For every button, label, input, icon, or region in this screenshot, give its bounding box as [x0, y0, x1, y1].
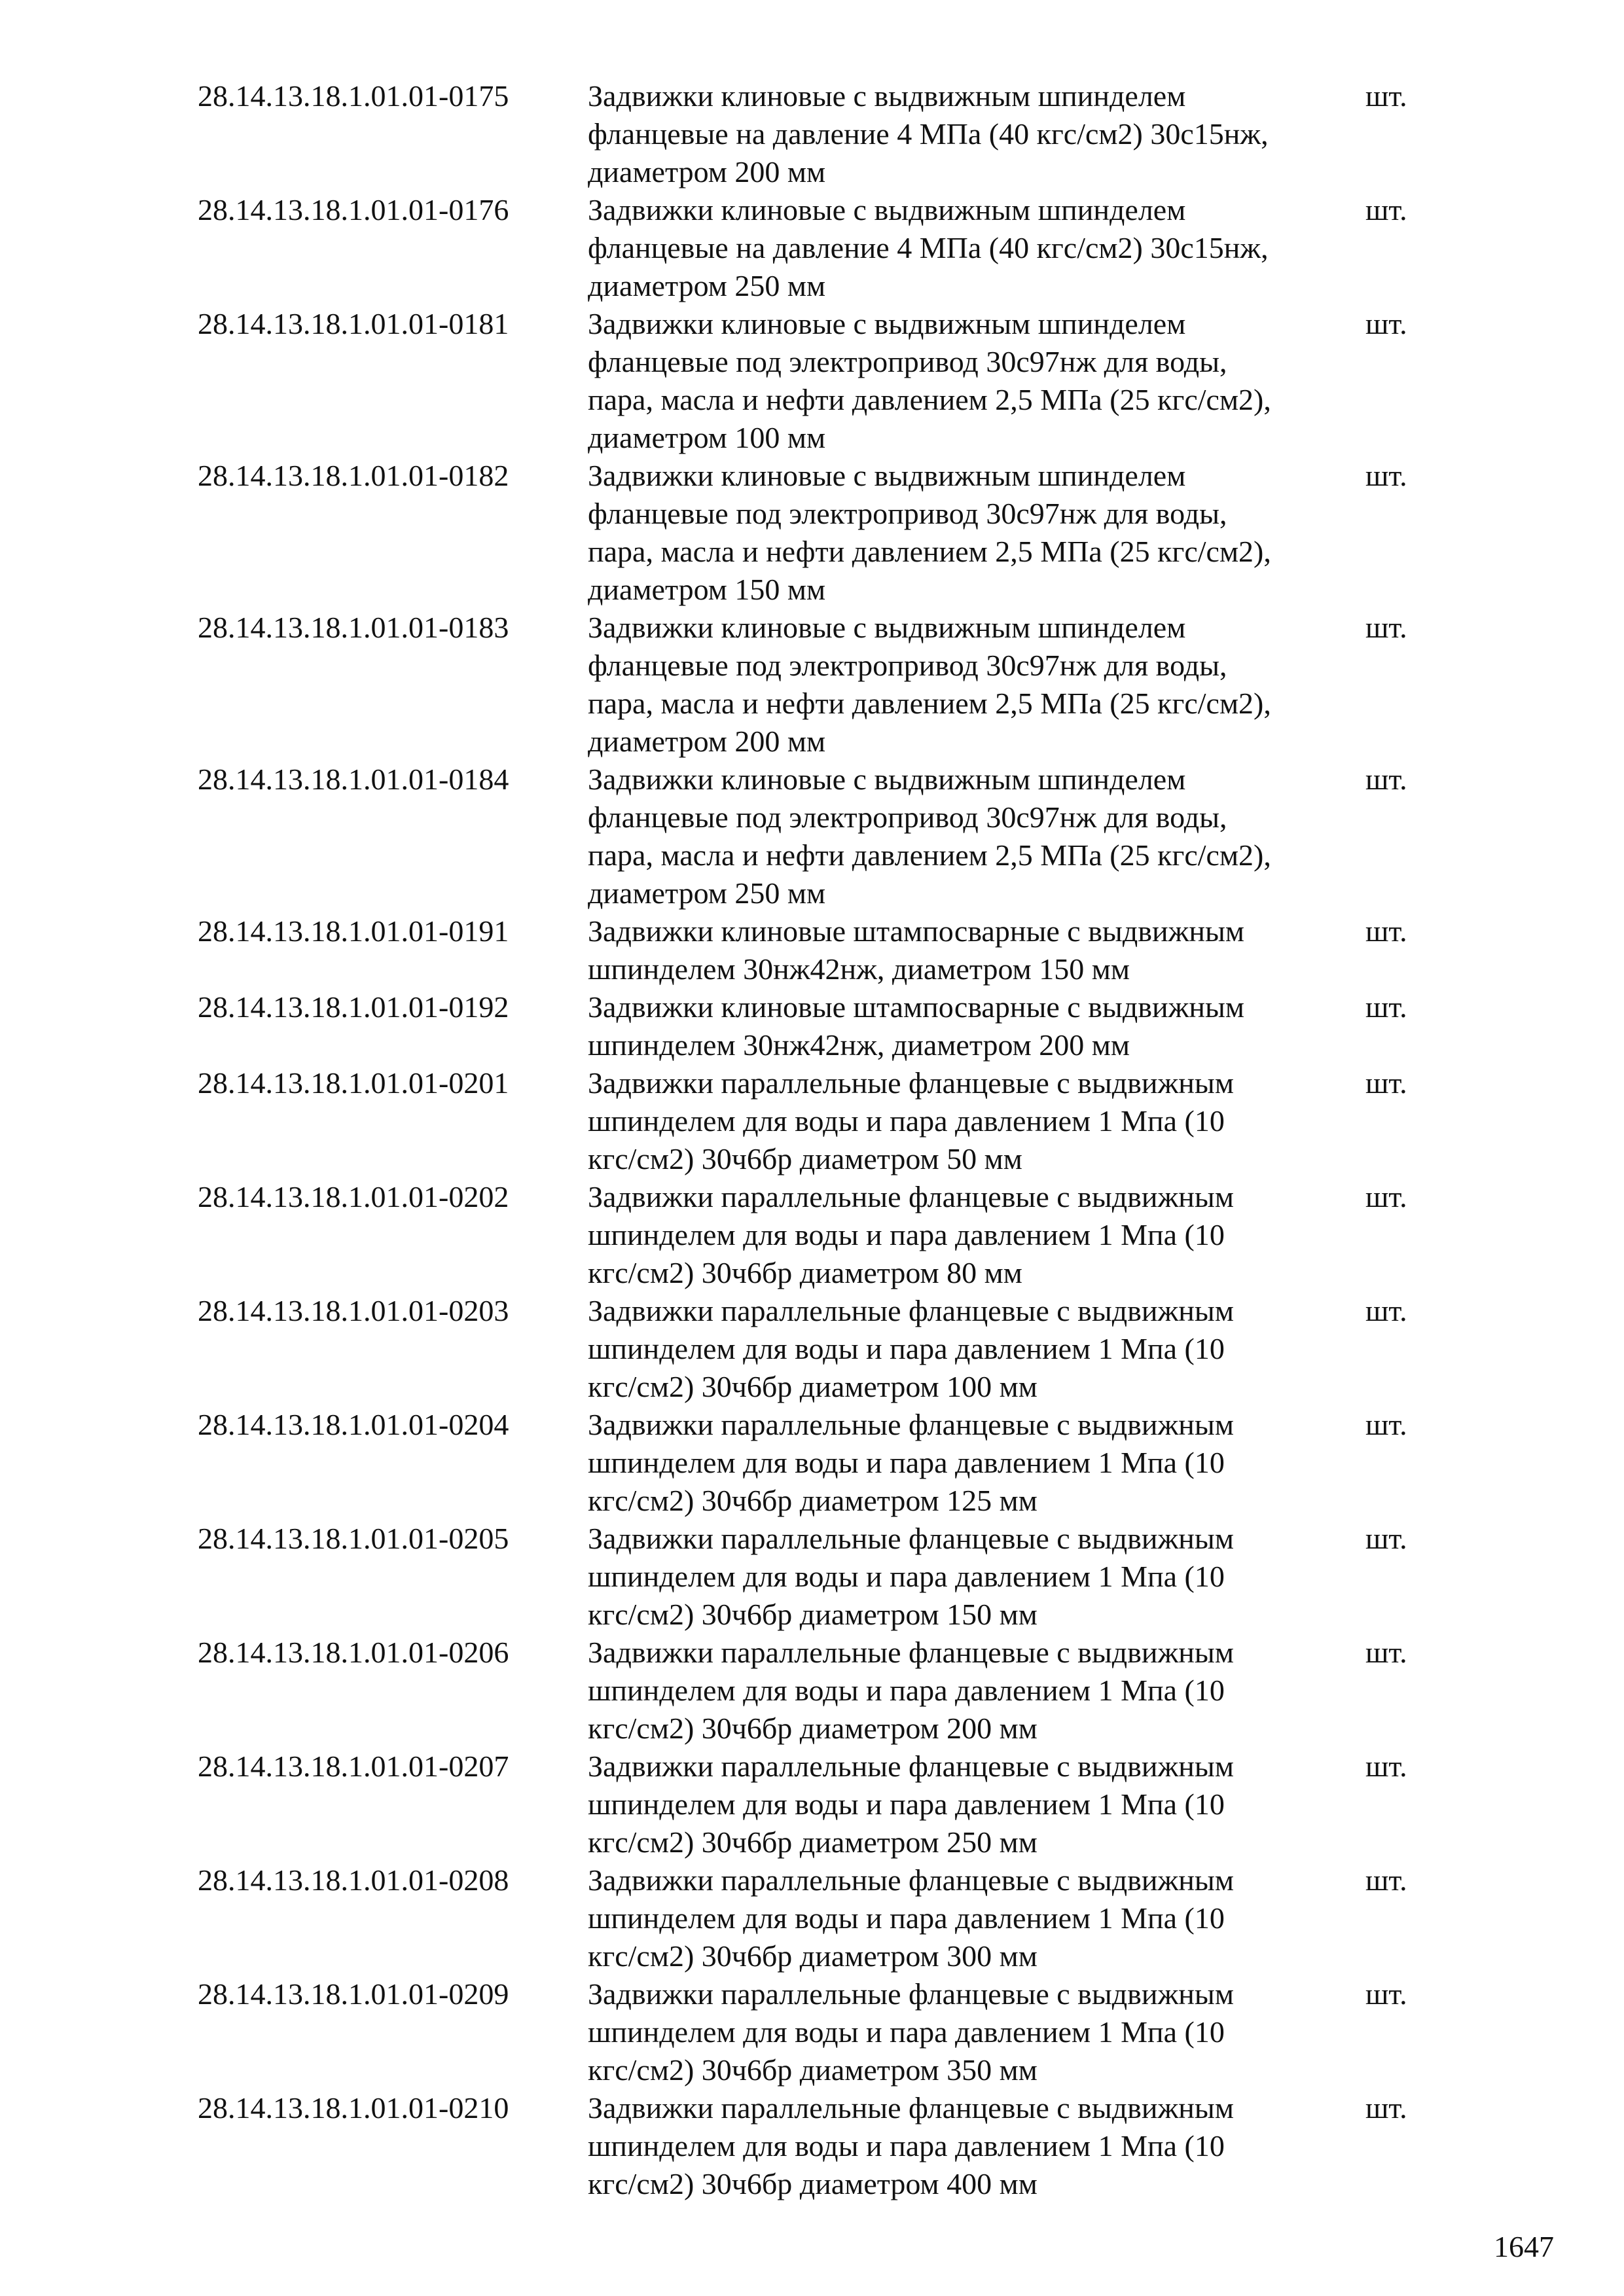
table-row: [198, 1064, 1441, 1178]
description-line: шпинделем для воды и пара давлением 1 Мпа (10: [588, 1674, 1225, 1707]
description-line: шпинделем 30нж42нж, диаметром 200 мм: [588, 1028, 1130, 1062]
item-unit: шт.: [1365, 1863, 1407, 1897]
item-description: [588, 1748, 1365, 1861]
item-code: 28.14.13.18.1.01.01-0175: [198, 79, 509, 113]
description-line: Задвижки параллельные фланцевые с выдвижным: [588, 1977, 1234, 2011]
description-line: кгс/см2) 30ч6бр диаметром 125 мм: [588, 1484, 1038, 1517]
item-unit: шт.: [1365, 1977, 1407, 2011]
item-unit: шт.: [1365, 1066, 1407, 1100]
description-line: кгс/см2) 30ч6бр диаметром 100 мм: [588, 1370, 1038, 1403]
item-description: [588, 609, 1365, 761]
item-unit: шт.: [1365, 193, 1407, 226]
table-row: [198, 1178, 1441, 1292]
item-description: [588, 1064, 1365, 1178]
item-unit: шт.: [1365, 1294, 1407, 1327]
table-row: [198, 761, 1441, 912]
item-description: [588, 988, 1365, 1064]
item-description: [588, 457, 1365, 609]
item-unit: шт.: [1365, 2091, 1407, 2125]
table-row: [198, 1634, 1441, 1748]
description-line: пара, масла и нефти давлением 2,5 МПа (25 кгс/см2),: [588, 838, 1271, 872]
description-line: шпинделем для воды и пара давлением 1 Мпа (10: [588, 1104, 1225, 1138]
description-line: Задвижки клиновые с выдвижным шпинделем: [588, 762, 1186, 796]
table-row: [198, 1975, 1441, 2089]
description-line: диаметром 250 мм: [588, 269, 826, 302]
item-code: 28.14.13.18.1.01.01-0207: [198, 1749, 509, 1783]
description-line: шпинделем для воды и пара давлением 1 Мпа (10: [588, 2015, 1225, 2049]
description-line: фланцевые на давление 4 МПа (40 кгс/см2) 30с15нж,: [588, 117, 1269, 151]
description-line: шпинделем для воды и пара давлением 1 Мпа (10: [588, 1901, 1225, 1935]
description-line: шпинделем для воды и пара давлением 1 Мпа (10: [588, 1218, 1225, 1251]
table-row: [198, 1520, 1441, 1634]
item-unit: шт.: [1365, 1636, 1407, 1669]
description-line: Задвижки клиновые штампосварные с выдвижным: [588, 914, 1244, 948]
description-line: кгс/см2) 30ч6бр диаметром 200 мм: [588, 1712, 1038, 1745]
item-unit: шт.: [1365, 914, 1407, 948]
description-line: Задвижки клиновые штампосварные с выдвижным: [588, 990, 1244, 1024]
description-line: диаметром 100 мм: [588, 421, 826, 454]
description-line: шпинделем для воды и пара давлением 1 Мпа (10: [588, 1332, 1225, 1365]
item-description: [588, 2089, 1365, 2203]
catalog-table: [198, 77, 1441, 2203]
item-code: 28.14.13.18.1.01.01-0206: [198, 1636, 509, 1669]
description-line: Задвижки клиновые с выдвижным шпинделем: [588, 79, 1186, 113]
item-unit: шт.: [1365, 1408, 1407, 1441]
description-line: шпинделем для воды и пара давлением 1 Мпа (10: [588, 1560, 1225, 1593]
item-code: 28.14.13.18.1.01.01-0192: [198, 990, 509, 1024]
item-code: 28.14.13.18.1.01.01-0183: [198, 611, 509, 644]
description-line: пара, масла и нефти давлением 2,5 МПа (25 кгс/см2),: [588, 383, 1271, 416]
description-line: шпинделем для воды и пара давлением 1 Мпа (10: [588, 1446, 1225, 1479]
item-code: 28.14.13.18.1.01.01-0176: [198, 193, 509, 226]
item-unit: шт.: [1365, 307, 1407, 340]
item-code: 28.14.13.18.1.01.01-0201: [198, 1066, 509, 1100]
description-line: кгс/см2) 30ч6бр диаметром 300 мм: [588, 1939, 1038, 1973]
description-line: кгс/см2) 30ч6бр диаметром 250 мм: [588, 1825, 1038, 1859]
description-line: кгс/см2) 30ч6бр диаметром 50 мм: [588, 1142, 1022, 1175]
table-row: [198, 191, 1441, 305]
table-row: [198, 305, 1441, 457]
description-line: Задвижки параллельные фланцевые с выдвижным: [588, 1180, 1234, 1213]
description-line: Задвижки параллельные фланцевые с выдвижным: [588, 1636, 1234, 1669]
table-row: [198, 2089, 1441, 2203]
item-description: [588, 1178, 1365, 1292]
table-row: [198, 1861, 1441, 1975]
description-line: фланцевые на давление 4 МПа (40 кгс/см2) 30с15нж,: [588, 231, 1269, 264]
table-row: [198, 77, 1441, 191]
description-line: Задвижки параллельные фланцевые с выдвижным: [588, 1863, 1234, 1897]
table-row: [198, 1292, 1441, 1406]
item-description: [588, 1634, 1365, 1748]
item-unit: шт.: [1365, 459, 1407, 492]
item-unit: шт.: [1365, 1749, 1407, 1783]
item-code: 28.14.13.18.1.01.01-0210: [198, 2091, 509, 2125]
description-line: диаметром 250 мм: [588, 876, 826, 910]
item-unit: шт.: [1365, 762, 1407, 796]
item-code: 28.14.13.18.1.01.01-0209: [198, 1977, 509, 2011]
item-unit: шт.: [1365, 990, 1407, 1024]
item-code: 28.14.13.18.1.01.01-0202: [198, 1180, 509, 1213]
description-line: Задвижки параллельные фланцевые с выдвижным: [588, 1294, 1234, 1327]
item-code: 28.14.13.18.1.01.01-0181: [198, 307, 509, 340]
description-line: фланцевые под электропривод 30с97нж для воды,: [588, 649, 1227, 682]
description-line: шпинделем 30нж42нж, диаметром 150 мм: [588, 952, 1130, 986]
description-line: шпинделем для воды и пара давлением 1 Мпа (10: [588, 1787, 1225, 1821]
item-description: [588, 1520, 1365, 1634]
description-line: кгс/см2) 30ч6бр диаметром 350 мм: [588, 2053, 1038, 2087]
item-code: 28.14.13.18.1.01.01-0208: [198, 1863, 509, 1897]
description-line: кгс/см2) 30ч6бр диаметром 400 мм: [588, 2167, 1038, 2200]
item-unit: шт.: [1365, 1522, 1407, 1555]
item-unit: шт.: [1365, 79, 1407, 113]
item-description: [588, 912, 1365, 988]
item-description: [588, 1975, 1365, 2089]
table-row: [198, 988, 1441, 1064]
description-line: кгс/см2) 30ч6бр диаметром 150 мм: [588, 1598, 1038, 1631]
description-line: фланцевые под электропривод 30с97нж для воды,: [588, 345, 1227, 378]
description-line: Задвижки параллельные фланцевые с выдвижным: [588, 1749, 1234, 1783]
item-code: 28.14.13.18.1.01.01-0184: [198, 762, 509, 796]
item-description: [588, 761, 1365, 912]
item-code: 28.14.13.18.1.01.01-0182: [198, 459, 509, 492]
description-line: диаметром 150 мм: [588, 573, 826, 606]
item-description: [588, 1406, 1365, 1520]
description-line: Задвижки клиновые с выдвижным шпинделем: [588, 459, 1186, 492]
item-description: [588, 1861, 1365, 1975]
page-number: 1647: [1494, 2230, 1554, 2263]
item-code: 28.14.13.18.1.01.01-0191: [198, 914, 509, 948]
description-line: диаметром 200 мм: [588, 725, 826, 758]
description-line: Задвижки параллельные фланцевые с выдвижным: [588, 1522, 1234, 1555]
description-line: Задвижки клиновые с выдвижным шпинделем: [588, 611, 1186, 644]
description-line: Задвижки параллельные фланцевые с выдвижным: [588, 2091, 1234, 2125]
description-line: Задвижки клиновые с выдвижным шпинделем: [588, 193, 1186, 226]
item-code: 28.14.13.18.1.01.01-0204: [198, 1408, 509, 1441]
description-line: шпинделем для воды и пара давлением 1 Мпа (10: [588, 2129, 1225, 2162]
table-row: [198, 912, 1441, 988]
description-line: кгс/см2) 30ч6бр диаметром 80 мм: [588, 1256, 1022, 1289]
description-line: фланцевые под электропривод 30с97нж для воды,: [588, 800, 1227, 834]
table-row: [198, 457, 1441, 609]
item-description: [588, 305, 1365, 457]
item-unit: шт.: [1365, 611, 1407, 644]
description-line: пара, масла и нефти давлением 2,5 МПа (25 кгс/см2),: [588, 535, 1271, 568]
item-code: 28.14.13.18.1.01.01-0205: [198, 1522, 509, 1555]
table-row: [198, 1748, 1441, 1861]
description-line: Задвижки клиновые с выдвижным шпинделем: [588, 307, 1186, 340]
table-row: [198, 609, 1441, 761]
item-description: [588, 77, 1365, 191]
item-code: 28.14.13.18.1.01.01-0203: [198, 1294, 509, 1327]
description-line: Задвижки параллельные фланцевые с выдвижным: [588, 1408, 1234, 1441]
description-line: Задвижки параллельные фланцевые с выдвижным: [588, 1066, 1234, 1100]
item-description: [588, 191, 1365, 305]
description-line: фланцевые под электропривод 30с97нж для воды,: [588, 497, 1227, 530]
table-row: [198, 1406, 1441, 1520]
item-unit: шт.: [1365, 1180, 1407, 1213]
item-description: [588, 1292, 1365, 1406]
description-line: пара, масла и нефти давлением 2,5 МПа (25 кгс/см2),: [588, 687, 1271, 720]
description-line: диаметром 200 мм: [588, 155, 826, 188]
